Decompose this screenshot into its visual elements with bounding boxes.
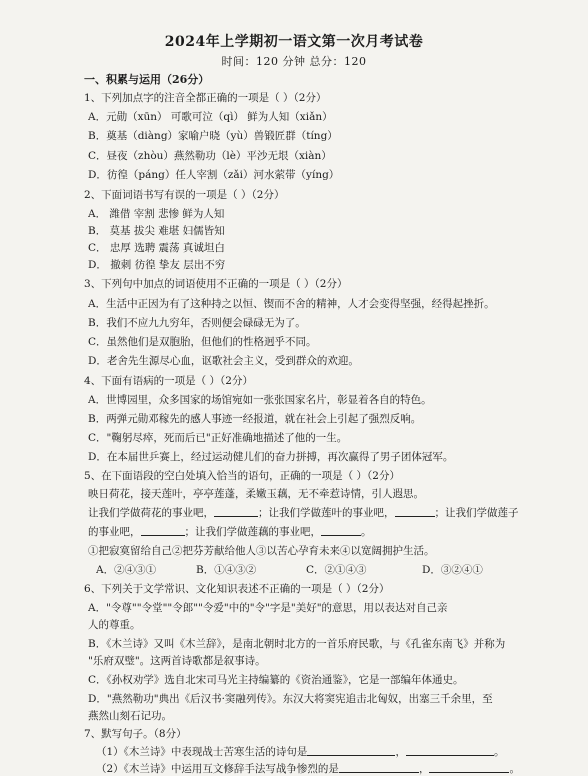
passage-text: ；让我们学做莲藕的事业吧， bbox=[184, 526, 321, 538]
answer-blank[interactable] bbox=[307, 745, 395, 756]
question-6-option-a-cont: 人的尊重。 bbox=[88, 619, 141, 631]
question-2-option-a: A． 潍借 宰割 悲惨 鲜为人知 bbox=[88, 208, 225, 220]
question-2-option-d: D． 撤刺 彷徨 挚友 层出不穷 bbox=[88, 259, 226, 271]
question-1-option-d: D．彷徨（páng）任人宰割（zǎi）河水萦带（yíng） bbox=[88, 169, 340, 181]
answer-blank[interactable] bbox=[339, 762, 419, 773]
question-5-passage-line-3 bbox=[88, 525, 372, 539]
question-2-option-c: C． 忠厚 选聘 震荡 真诚坦白 bbox=[88, 242, 225, 254]
question-6-option-d-cont: 燕然山刻石记功。 bbox=[88, 710, 172, 722]
passage-text: 。 bbox=[361, 526, 372, 538]
question-7-stem: 7、默写句子。（8分） bbox=[84, 728, 187, 740]
question-1-option-c: C．昼夜（zhòu）燕然勒功（lè）平沙无垠（xiàn） bbox=[88, 150, 332, 162]
question-1-stem: 1、下列加点字的注音全都正确的一项是（ ）（2分） bbox=[84, 92, 327, 104]
question-7-line-2: （2）《木兰诗》中运用互文修辞手法写战争惨烈的是 ， 。 bbox=[96, 763, 520, 775]
question-5-option-d: D．③②④① bbox=[422, 564, 483, 576]
question-4-stem: 4、下面有语病的一项是（ ）（2分） bbox=[84, 375, 253, 387]
passage-text: ；让我们学做莲子 bbox=[434, 507, 519, 519]
question-4-option-a: A．世博园里，众多国家的场馆宛如一张张国家名片，彰显着各自的特色。 bbox=[88, 394, 432, 406]
answer-blank[interactable] bbox=[406, 745, 494, 756]
prompt-text: （1）《木兰诗》中表现战士苦寒生活的诗句是 bbox=[96, 746, 308, 758]
question-6-option-a: A．"令尊""令堂""令郎""令爱"中的"令"字是"美好"的意思，用以表达对自己亲 bbox=[88, 602, 448, 614]
answer-blank[interactable] bbox=[395, 506, 435, 517]
passage-text: ；让我们学做莲叶的事业吧， bbox=[258, 507, 395, 519]
question-3-stem: 3、下列句中加点的词语使用不正确的一项是（ ）（2分） bbox=[84, 278, 348, 290]
exam-meta: 时间：120 分钟 总分：120 bbox=[221, 55, 367, 68]
question-7-line-1: （1）《木兰诗》中表现战士苦寒生活的诗句是 ， 。 bbox=[96, 746, 505, 758]
question-3-option-a: A．生活中正因为有了这种持之以恒、锲而不舍的精神，人才会变得坚强，经得起挫折。 bbox=[88, 298, 495, 310]
answer-blank[interactable] bbox=[214, 506, 258, 517]
question-2-stem: 2、下面词语书写有误的一项是（ ）（2分） bbox=[84, 189, 285, 201]
question-5-passage: 映日荷花，接天莲叶，亭亭莲蓬，柔嫩玉藕，无不牵惹诗情，引人遐思。 bbox=[88, 488, 424, 500]
question-4-option-b: B．两弹元勋邓稼先的感人事迹一经报道，就在社会上引起了强烈反响。 bbox=[88, 413, 422, 425]
answer-blank[interactable] bbox=[141, 525, 185, 536]
exam-title: 2024年上学期初一语文第一次月考试卷 bbox=[164, 34, 424, 50]
question-2-option-b: B． 莫基 拔尖 难堪 妇儒皆知 bbox=[88, 225, 225, 237]
question-6-option-c: C．《孙权劝学》选自北宋司马光主持编纂的《资治通鉴》，它是一部编年体通史。 bbox=[88, 674, 464, 686]
question-4-option-d: D．在本届世乒赛上，经过运动健儿们的奋力拼搏，再次赢得了男子团体冠军。 bbox=[88, 451, 454, 463]
question-5-passage-line-2 bbox=[88, 506, 519, 520]
question-6-option-b-cont: "乐府双璧"。这两首诗歌都是叙事诗。 bbox=[88, 655, 266, 667]
question-3-option-c: C．虽然他们是双胞胎，但他们的性格迥乎不同。 bbox=[88, 336, 317, 348]
question-5-option-b: B．①④③② bbox=[196, 564, 257, 576]
question-5-choices: ①把寂寞留给自己②把芬芳献给他人③以苦心孕育未来④以宽阔拥护生活。 bbox=[88, 545, 435, 557]
section-heading: 一、积累与运用（26分） bbox=[84, 73, 210, 86]
question-5-option-a: A．②④③① bbox=[96, 564, 157, 576]
answer-blank[interactable] bbox=[429, 762, 509, 773]
question-5-option-c: C．②①④③ bbox=[306, 564, 367, 576]
passage-text: 让我们学做荷花的事业吧， bbox=[88, 507, 214, 519]
question-6-option-d: D．"燕然勒功"典出《后汉书·窦融列传》。东汉大将窦宪追击北匈奴，出塞三千余里，至 bbox=[88, 693, 493, 705]
passage-text: 的事业吧， bbox=[88, 526, 141, 538]
question-4-option-c: C．"鞠躬尽瘁，死而后已"正好准确地描述了他的一生。 bbox=[88, 432, 348, 444]
prompt-text: （2）《木兰诗》中运用互文修辞手法写战争惨烈的是 bbox=[96, 763, 339, 775]
question-3-option-d: D．老舍先生源尽心血，讴歌社会主义，受到群众的欢迎。 bbox=[88, 355, 359, 367]
question-1-option-a: A．元勋（xūn） 可歌可泣（qì） 鲜为人知（xiǎn） bbox=[88, 111, 333, 123]
question-5-stem: 5、在下面语段的空白处填入恰当的语句，正确的一项是（ ）（2分） bbox=[84, 470, 400, 482]
question-1-option-b: B．奠基（diàng）家喻户晓（yù）兽锻匠群（tíng） bbox=[88, 130, 338, 142]
question-6-option-b: B．《木兰诗》又叫《木兰辞》，是南北朝时北方的一首乐府民歌，与《孔雀东南飞》并称为 bbox=[88, 638, 506, 650]
question-6-stem: 6、下列关于文学常识、文化知识表述不正确的一项是（ ）（2分） bbox=[84, 583, 390, 595]
answer-blank[interactable] bbox=[321, 525, 361, 536]
question-3-option-b: B．我们不应九九穷年，否则便会碌碌无为了。 bbox=[88, 317, 306, 329]
